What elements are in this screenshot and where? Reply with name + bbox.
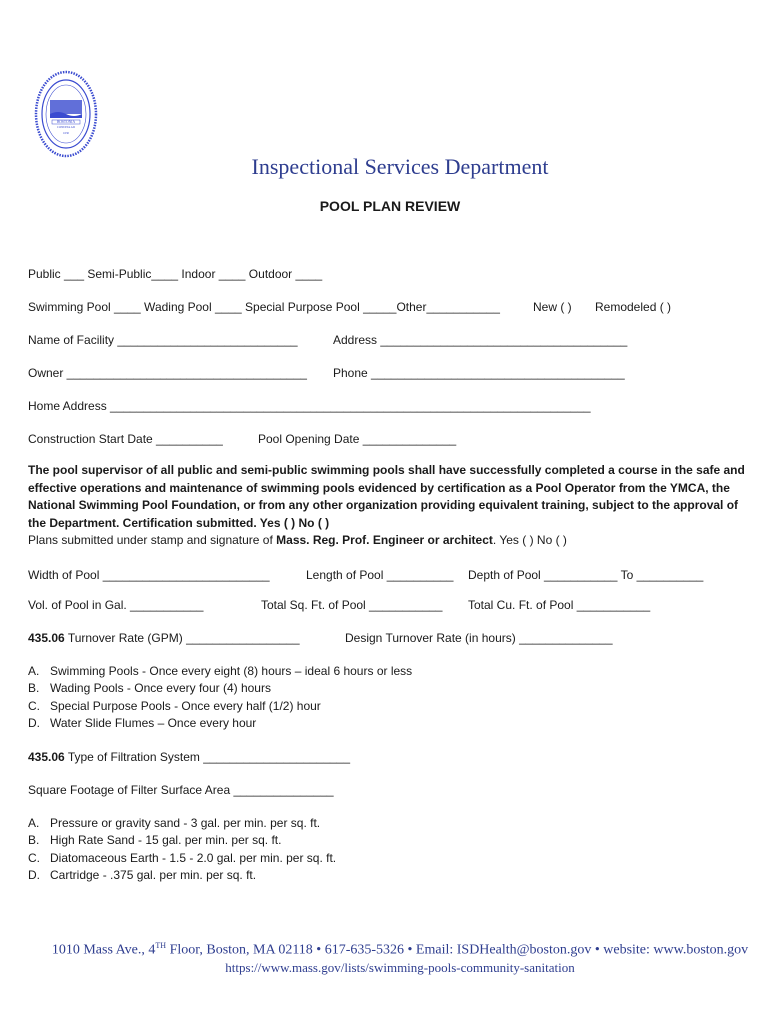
plans-engineer-text: Mass. Reg. Prof. Engineer or architect [276,533,493,547]
footer-address-sup: TH [155,941,167,950]
design-turnover-field[interactable]: Design Turnover Rate (in hours) ______________ [345,631,613,645]
footer-address-pre: 1010 Mass Ave., 4 [51,942,156,958]
cubic-feet-field[interactable]: Total Cu. Ft. of Pool ___________ [468,598,651,612]
list-item-letter: B. [28,681,40,696]
construction-start-field[interactable]: Construction Start Date __________ [28,432,223,446]
certification-paragraph [28,462,750,550]
list-item [28,698,412,715]
list-item-text: Wading Pools - Once every four (4) hours [50,681,271,696]
filter-area-field[interactable]: Square Footage of Filter Surface Area _______________ [28,783,334,797]
depth-field[interactable]: Depth of Pool ___________ To __________ [468,568,704,582]
filter-rate-list [28,815,336,884]
department-heading: Inspectional Services Department [251,154,549,179]
square-feet-field[interactable]: Total Sq. Ft. of Pool ___________ [261,598,443,612]
list-item [28,832,336,849]
footer-url[interactable]: https://www.mass.gov/lists/swimming-pools-community-sanitation [225,960,575,975]
owner-field[interactable]: Owner ____________________________________ [28,366,307,380]
form-title: POOL PLAN REVIEW [319,198,461,214]
list-item [28,850,336,867]
certification-text: The pool supervisor of all public and semi-public swimming pools shall have successfully completed a course in the safe and effective operations and maintenance of swimming pools evidenced by certification as a Pool Operator from the YMCA, the National Swimming Pool Foundation, or from any other organization providing equivalent training, subject to the approval of the Department. Certification submitted. Yes ( ) No ( ) [28,463,745,530]
list-item-letter: A. [28,664,40,678]
pool-category-row[interactable]: Public ___ Semi-Public____ Indoor ____ Outdoor ____ [28,267,323,281]
new-checkbox[interactable]: New ( ) [533,300,572,314]
list-item-text: High Rate Sand - 15 gal. per min. per sq. ft. [50,833,282,848]
list-item-text: Pressure or gravity sand - 3 gal. per min. per sq. ft. [50,816,321,830]
list-item-text: Special Purpose Pools - Once every half (1/2) hour [50,698,321,713]
footer-contact [0,941,770,959]
pool-type-row[interactable]: Swimming Pool ____ Wading Pool ____ Special Purpose Pool _____Other___________ [28,300,500,314]
list-item [28,815,336,832]
turnover-label: Turnover Rate (GPM) _________________ [64,631,300,645]
facility-name-field[interactable]: Name of Facility ___________________________ [28,333,298,347]
list-item [28,663,412,680]
plans-suffix: . Yes ( ) No ( ) [492,533,567,547]
turnover-code: 435.06 [28,631,65,645]
seal-text-bottom: 1630 [63,131,69,135]
list-item [28,715,412,732]
seal-text-top: BOSTONIA [56,120,76,125]
remodeled-checkbox[interactable]: Remodeled ( ) [595,300,672,314]
list-item-text: Water Slide Flumes – Once every hour [50,715,257,730]
list-item-text: Swimming Pools - Once every eight (8) hours – ideal 6 hours or less [50,664,413,678]
list-item-text: Diatomaceous Earth - 1.5 - 2.0 gal. per min. per sq. ft. [50,850,337,865]
pool-opening-field[interactable]: Pool Opening Date ______________ [258,432,457,446]
list-item-letter: D. [28,715,40,730]
plans-prefix: Plans submitted under stamp and signature of [28,533,277,547]
turnover-rate-list [28,663,412,732]
list-item-letter: C. [28,698,40,713]
phone-field[interactable]: Phone ______________________________________ [333,366,625,380]
list-item-text: Cartridge - .375 gal. per min. per sq. ft. [50,867,257,882]
footer-address-post: Floor, Boston, MA 02118 • 617-635-5326 • Email: ISDHealth@boston.gov • website: www.boston.gov [166,942,749,958]
list-item-letter: A. [28,816,40,830]
list-item [28,867,336,884]
filtration-label: Type of Filtration System ______________________ [64,750,351,764]
filtration-code: 435.06 [28,750,65,764]
turnover-rate-field[interactable] [28,631,300,645]
list-item [28,680,412,697]
boston-seal-logo [34,70,98,158]
filtration-type-field[interactable] [28,750,350,764]
width-field[interactable]: Width of Pool _________________________ [28,568,270,582]
list-item-letter: D. [28,867,40,882]
list-item-letter: B. [28,833,40,848]
home-address-field[interactable]: Home Address ________________________________________________________________________ [28,399,591,413]
seal-text-mid: CONDITA AD [56,125,76,129]
list-item-letter: C. [28,850,40,865]
length-field[interactable]: Length of Pool __________ [306,568,454,582]
volume-field[interactable]: Vol. of Pool in Gal. ___________ [28,598,204,612]
address-field[interactable]: Address _____________________________________ [333,333,628,347]
